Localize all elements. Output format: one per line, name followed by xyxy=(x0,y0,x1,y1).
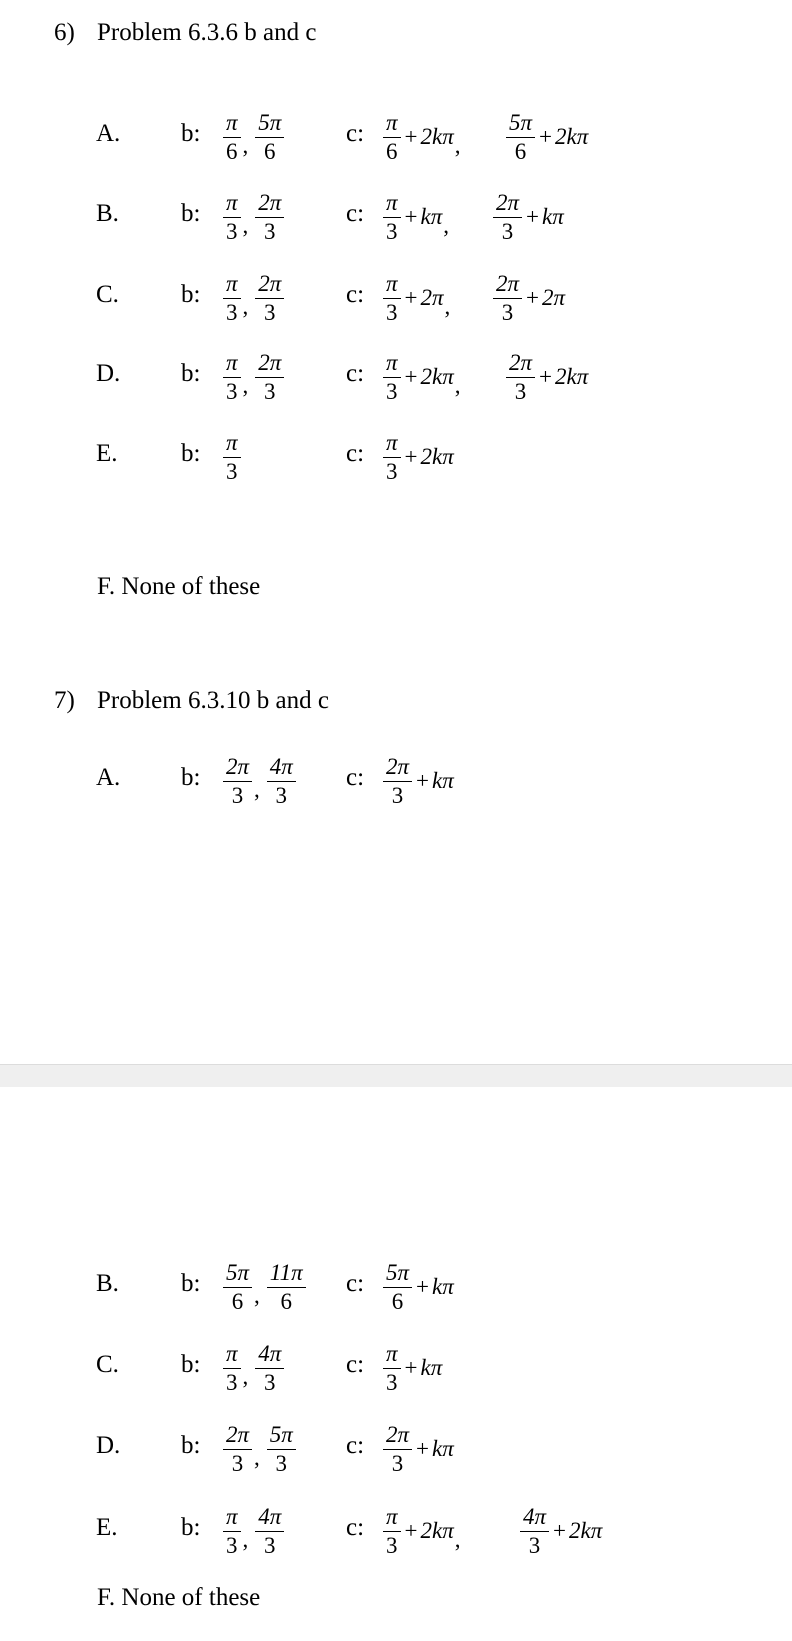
fraction: $\frac{\pi}{6}$ xyxy=(383,110,401,165)
fraction: $\frac{5\pi}{3}$ xyxy=(267,1422,296,1477)
c-label: c: xyxy=(346,1432,365,1459)
fraction: $\frac{\pi}{3}$ xyxy=(223,271,241,326)
fraction: $\frac{\pi}{3}$ xyxy=(223,1504,241,1559)
fraction: $\frac{2\pi}{3}$ xyxy=(255,271,284,326)
c-answer-second: $\frac{2\pi}{3}$ + 2π xyxy=(492,268,565,328)
option-7b xyxy=(0,1257,792,1317)
fraction: $\frac{5\pi}{6}$ xyxy=(506,110,535,165)
fraction: $\frac{\pi}{3}$ xyxy=(383,1341,401,1396)
fraction: $\frac{4\pi}{3}$ xyxy=(255,1341,284,1396)
option-letter: E. xyxy=(96,1514,118,1541)
c-answer: $\frac{2\pi}{3}$ + kπ xyxy=(382,751,454,811)
c-label: c: xyxy=(346,360,365,387)
b-answer: $\frac{5\pi}{6}$ , $\frac{11\pi}{6}$ xyxy=(222,1257,307,1317)
c-answer: $\frac{\pi}{6}$ + 2kπ , xyxy=(382,107,467,167)
fraction: $\frac{5\pi}{6}$ xyxy=(223,1260,252,1315)
c-label: c: xyxy=(346,200,365,227)
fraction: $\frac{\pi}{3}$ xyxy=(223,430,241,485)
c-answer-second: $\frac{4\pi}{3}$ + 2kπ xyxy=(519,1501,602,1561)
fraction: $\frac{\pi}{3}$ xyxy=(383,350,401,405)
b-answer: $\frac{\pi}{3}$ , $\frac{2\pi}{3}$ xyxy=(222,268,285,328)
question-6-heading xyxy=(54,18,316,48)
c-answer: $\frac{\pi}{3}$ + 2kπ , xyxy=(382,1501,467,1561)
c-answer-second: $\frac{5\pi}{6}$ + 2kπ xyxy=(505,107,588,167)
option-6f: F. None of these xyxy=(97,573,261,600)
b-label: b: xyxy=(181,200,201,227)
option-letter: B. xyxy=(96,1270,119,1297)
c-answer: $\frac{\pi}{3}$ + 2π , xyxy=(382,268,456,328)
c-label: c: xyxy=(346,440,365,467)
option-7a xyxy=(0,751,792,811)
b-label: b: xyxy=(181,1270,201,1297)
c-answer-second: $\frac{2\pi}{3}$ + kπ xyxy=(492,187,564,247)
c-answer: $\frac{5\pi}{6}$ + kπ xyxy=(382,1257,454,1317)
fraction: $\frac{2\pi}{3}$ xyxy=(493,271,522,326)
option-7e xyxy=(0,1501,792,1561)
option-6b xyxy=(0,187,792,247)
fraction: $\frac{5\pi}{6}$ xyxy=(255,110,284,165)
c-label: c: xyxy=(346,1351,365,1378)
option-letter: D. xyxy=(96,1432,121,1459)
fraction: $\frac{\pi}{3}$ xyxy=(383,430,401,485)
b-answer: $\frac{2\pi}{3}$ , $\frac{4\pi}{3}$ xyxy=(222,751,297,811)
fraction: $\frac{\pi}{3}$ xyxy=(383,1504,401,1559)
c-label: c: xyxy=(346,1514,365,1541)
c-answer: $\frac{\pi}{3}$ + kπ , xyxy=(382,187,455,247)
c-label: c: xyxy=(346,764,365,791)
option-6e xyxy=(0,427,792,487)
b-answer xyxy=(222,427,242,487)
fraction: $\frac{2\pi}{3}$ xyxy=(223,1422,252,1477)
fraction: $\frac{2\pi}{3}$ xyxy=(383,754,412,809)
fraction: $\frac{5\pi}{6}$ xyxy=(383,1260,412,1315)
question-7-heading xyxy=(54,686,329,716)
b-answer: $\frac{\pi}{3}$ , $\frac{4\pi}{3}$ xyxy=(222,1501,285,1561)
option-letter: A. xyxy=(96,764,121,791)
fraction: $\frac{\pi}{6}$ xyxy=(223,110,241,165)
fraction: $\frac{4\pi}{3}$ xyxy=(255,1504,284,1559)
b-answer: $\frac{\pi}{6}$ , $\frac{5\pi}{6}$ xyxy=(222,107,285,167)
fraction: $\frac{\pi}{3}$ xyxy=(223,190,241,245)
fraction: $\frac{\pi}{3}$ xyxy=(223,350,241,405)
c-label: c: xyxy=(346,120,365,147)
c-answer: $\frac{2\pi}{3}$ + kπ xyxy=(382,1419,454,1479)
c-label: c: xyxy=(346,281,365,308)
question-number: 6) xyxy=(54,19,75,46)
fraction: $\frac{2\pi}{3}$ xyxy=(506,350,535,405)
b-answer: $\frac{\pi}{3}$ , $\frac{4\pi}{3}$ xyxy=(222,1338,285,1398)
option-7f: F. None of these xyxy=(97,1584,261,1611)
fraction: $\frac{\pi}{3}$ xyxy=(383,190,401,245)
fraction: $\frac{4\pi}{3}$ xyxy=(267,754,296,809)
option-7d xyxy=(0,1419,792,1479)
question-title: Problem 6.3.6 b and c xyxy=(97,19,317,46)
c-answer: $\frac{\pi}{3}$ + kπ xyxy=(382,1338,442,1398)
b-label: b: xyxy=(181,120,201,147)
b-label: b: xyxy=(181,1351,201,1378)
fraction: $\frac{2\pi}{3}$ xyxy=(255,350,284,405)
option-letter: D. xyxy=(96,360,121,387)
option-6d xyxy=(0,347,792,407)
fraction: $\frac{\pi}{3}$ xyxy=(223,1341,241,1396)
b-label: b: xyxy=(181,1514,201,1541)
question-title: Problem 6.3.10 b and c xyxy=(97,687,329,714)
b-answer: $\frac{\pi}{3}$ , $\frac{2\pi}{3}$ xyxy=(222,187,285,247)
fraction: $\frac{11\pi}{6}$ xyxy=(267,1260,306,1315)
option-6c xyxy=(0,268,792,328)
c-label: c: xyxy=(346,1270,365,1297)
fraction: $\frac{2\pi}{3}$ xyxy=(383,1422,412,1477)
option-letter: E. xyxy=(96,440,118,467)
question-number: 7) xyxy=(54,687,75,714)
c-answer-second: $\frac{2\pi}{3}$ + 2kπ xyxy=(505,347,588,407)
option-7c xyxy=(0,1338,792,1398)
b-label: b: xyxy=(181,281,201,308)
b-label: b: xyxy=(181,1432,201,1459)
b-label: b: xyxy=(181,764,201,791)
b-answer: $\frac{\pi}{3}$ , $\frac{2\pi}{3}$ xyxy=(222,347,285,407)
option-letter: B. xyxy=(96,200,119,227)
b-label: b: xyxy=(181,360,201,387)
option-letter: C. xyxy=(96,1351,119,1378)
option-letter: C. xyxy=(96,281,119,308)
fraction: $\frac{2\pi}{3}$ xyxy=(255,190,284,245)
c-answer: $\frac{\pi}{3}$ + 2kπ xyxy=(382,427,454,487)
fraction: $\frac{2\pi}{3}$ xyxy=(493,190,522,245)
b-label: b: xyxy=(181,440,201,467)
fraction: $\frac{2\pi}{3}$ xyxy=(223,754,252,809)
option-6a xyxy=(0,107,792,167)
fraction: $\frac{\pi}{3}$ xyxy=(383,271,401,326)
b-answer: $\frac{2\pi}{3}$ , $\frac{5\pi}{3}$ xyxy=(222,1419,297,1479)
option-letter: A. xyxy=(96,120,121,147)
c-answer: $\frac{\pi}{3}$ + 2kπ , xyxy=(382,347,467,407)
page-break xyxy=(0,1064,792,1087)
fraction: $\frac{4\pi}{3}$ xyxy=(520,1504,549,1559)
